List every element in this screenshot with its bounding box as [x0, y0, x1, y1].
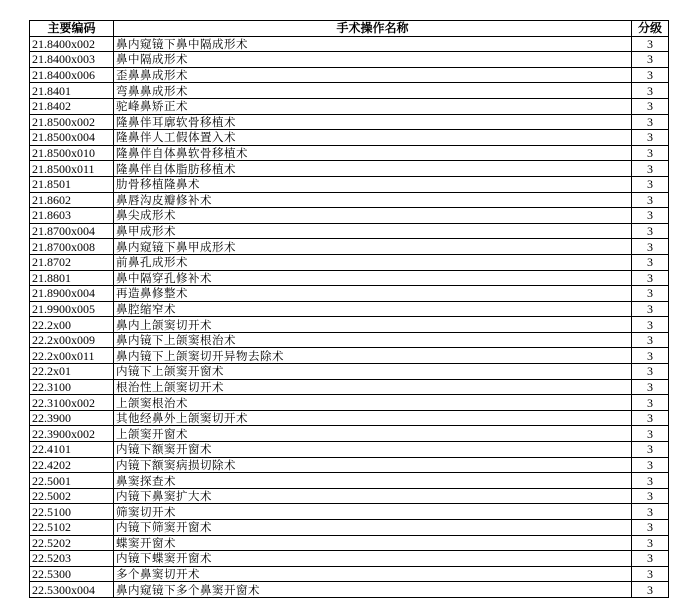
level-cell: 3 [632, 36, 669, 52]
code-cell: 21.8700x004 [30, 223, 114, 239]
code-cell: 21.8400x006 [30, 67, 114, 83]
procedure-table [29, 20, 669, 598]
procedure-name-cell: 蝶窦开窗术 [114, 535, 632, 551]
code-cell: 21.8602 [30, 192, 114, 208]
level-cell: 3 [632, 520, 669, 536]
level-cell: 3 [632, 145, 669, 161]
level-cell: 3 [632, 52, 669, 68]
table-row [30, 582, 669, 598]
procedure-name-cell: 内镜下蝶窦开窗术 [114, 551, 632, 567]
table-row [30, 161, 669, 177]
code-cell: 22.2x00x009 [30, 332, 114, 348]
code-cell: 21.8801 [30, 270, 114, 286]
table-row [30, 239, 669, 255]
code-cell: 22.5203 [30, 551, 114, 567]
code-cell: 21.8500x002 [30, 114, 114, 130]
level-cell: 3 [632, 317, 669, 333]
table-row [30, 520, 669, 536]
code-cell: 21.8700x008 [30, 239, 114, 255]
procedure-name-cell: 上颌窦开窗术 [114, 426, 632, 442]
code-cell: 21.8900x004 [30, 286, 114, 302]
table-row [30, 332, 669, 348]
table-row [30, 36, 669, 52]
procedure-name-cell: 鼻内窥镜下鼻甲成形术 [114, 239, 632, 255]
procedure-name-cell: 歪鼻鼻成形术 [114, 67, 632, 83]
level-cell: 3 [632, 332, 669, 348]
procedure-name-cell: 鼻中隔成形术 [114, 52, 632, 68]
table-row [30, 379, 669, 395]
level-cell: 3 [632, 239, 669, 255]
code-cell: 22.5300 [30, 566, 114, 582]
procedure-name-cell: 内镜下额窦开窗术 [114, 442, 632, 458]
level-cell: 3 [632, 161, 669, 177]
code-cell: 22.4101 [30, 442, 114, 458]
procedure-name-cell: 鼻窦探查术 [114, 473, 632, 489]
code-cell: 22.4202 [30, 457, 114, 473]
table-row [30, 395, 669, 411]
table-row [30, 286, 669, 302]
procedure-name-cell: 隆鼻伴人工假体置入术 [114, 130, 632, 146]
level-cell: 3 [632, 535, 669, 551]
table-row [30, 130, 669, 146]
procedure-name-cell: 内镜下筛窦开窗术 [114, 520, 632, 536]
procedure-name-cell: 鼻内窥镜下多个鼻窦开窗术 [114, 582, 632, 598]
procedure-name-cell: 隆鼻伴自体脂肪移植术 [114, 161, 632, 177]
code-cell: 21.8603 [30, 208, 114, 224]
table-row [30, 410, 669, 426]
procedure-name-cell: 鼻唇沟皮瓣修补术 [114, 192, 632, 208]
procedure-name-cell: 前鼻孔成形术 [114, 254, 632, 270]
procedure-name-cell: 内镜下额窦病损切除术 [114, 457, 632, 473]
table-row [30, 317, 669, 333]
level-cell: 3 [632, 426, 669, 442]
table-row [30, 426, 669, 442]
header-code: 主要编码 [30, 21, 114, 37]
code-cell: 22.3900 [30, 410, 114, 426]
level-cell: 3 [632, 504, 669, 520]
table-row [30, 488, 669, 504]
procedure-name-cell: 上颌窦根治术 [114, 395, 632, 411]
procedure-name-cell: 筛窦切开术 [114, 504, 632, 520]
code-cell: 22.2x00x011 [30, 348, 114, 364]
code-cell: 22.5300x004 [30, 582, 114, 598]
table-row [30, 364, 669, 380]
table-row [30, 52, 669, 68]
code-cell: 22.3100 [30, 379, 114, 395]
code-cell: 22.2x00 [30, 317, 114, 333]
procedure-name-cell: 隆鼻伴自体鼻软骨移植术 [114, 145, 632, 161]
level-cell: 3 [632, 67, 669, 83]
code-cell: 21.8401 [30, 83, 114, 99]
procedure-name-cell: 鼻内镜下上颌窦切开异物去除术 [114, 348, 632, 364]
level-cell: 3 [632, 473, 669, 489]
procedure-name-cell: 鼻内镜下上颌窦根治术 [114, 332, 632, 348]
code-cell: 21.8500x004 [30, 130, 114, 146]
procedure-name-cell: 内镜下上颌窦开窗术 [114, 364, 632, 380]
table-row [30, 83, 669, 99]
code-cell: 21.8400x003 [30, 52, 114, 68]
code-cell: 21.8402 [30, 98, 114, 114]
procedure-name-cell: 鼻内窥镜下鼻中隔成形术 [114, 36, 632, 52]
level-cell: 3 [632, 176, 669, 192]
code-cell: 22.3900x002 [30, 426, 114, 442]
level-cell: 3 [632, 457, 669, 473]
table-row [30, 254, 669, 270]
level-cell: 3 [632, 551, 669, 567]
procedure-name-cell: 多个鼻窦切开术 [114, 566, 632, 582]
table-row [30, 348, 669, 364]
table-row [30, 457, 669, 473]
level-cell: 3 [632, 379, 669, 395]
level-cell: 3 [632, 442, 669, 458]
level-cell: 3 [632, 208, 669, 224]
header-procedure-name: 手术操作名称 [114, 21, 632, 37]
table-row [30, 223, 669, 239]
code-cell: 22.5202 [30, 535, 114, 551]
table-row [30, 270, 669, 286]
table-row [30, 192, 669, 208]
level-cell: 3 [632, 223, 669, 239]
procedure-name-cell: 鼻尖成形术 [114, 208, 632, 224]
level-cell: 3 [632, 410, 669, 426]
table-header-row [30, 21, 669, 37]
code-cell: 22.5102 [30, 520, 114, 536]
table-row [30, 442, 669, 458]
code-cell: 21.8702 [30, 254, 114, 270]
level-cell: 3 [632, 254, 669, 270]
code-cell: 22.3100x002 [30, 395, 114, 411]
procedure-name-cell: 隆鼻伴耳廓软骨移植术 [114, 114, 632, 130]
procedure-name-cell: 肋骨移植隆鼻术 [114, 176, 632, 192]
procedure-name-cell: 鼻中隔穿孔修补术 [114, 270, 632, 286]
table-row [30, 551, 669, 567]
header-level: 分级 [632, 21, 669, 37]
procedure-name-cell: 内镜下鼻窦扩大术 [114, 488, 632, 504]
procedure-name-cell: 鼻内上颌窦切开术 [114, 317, 632, 333]
procedure-name-cell: 再造鼻修整术 [114, 286, 632, 302]
table-row [30, 473, 669, 489]
table-row [30, 98, 669, 114]
procedure-name-cell: 鼻甲成形术 [114, 223, 632, 239]
level-cell: 3 [632, 582, 669, 598]
procedure-name-cell: 弯鼻鼻成形术 [114, 83, 632, 99]
code-cell: 21.9900x005 [30, 301, 114, 317]
code-cell: 21.8501 [30, 176, 114, 192]
level-cell: 3 [632, 83, 669, 99]
level-cell: 3 [632, 286, 669, 302]
level-cell: 3 [632, 395, 669, 411]
table-row [30, 535, 669, 551]
table-row [30, 208, 669, 224]
level-cell: 3 [632, 192, 669, 208]
level-cell: 3 [632, 98, 669, 114]
procedure-name-cell: 根治性上颌窦切开术 [114, 379, 632, 395]
level-cell: 3 [632, 114, 669, 130]
code-cell: 21.8500x011 [30, 161, 114, 177]
table-row [30, 114, 669, 130]
level-cell: 3 [632, 488, 669, 504]
procedure-table-container [29, 20, 669, 598]
procedure-name-cell: 其他经鼻外上颌窦切开术 [114, 410, 632, 426]
level-cell: 3 [632, 348, 669, 364]
table-row [30, 176, 669, 192]
level-cell: 3 [632, 301, 669, 317]
level-cell: 3 [632, 130, 669, 146]
code-cell: 21.8400x002 [30, 36, 114, 52]
table-row [30, 145, 669, 161]
table-row [30, 504, 669, 520]
procedure-name-cell: 鼻腔缩窄术 [114, 301, 632, 317]
code-cell: 22.5001 [30, 473, 114, 489]
table-row [30, 566, 669, 582]
code-cell: 21.8500x010 [30, 145, 114, 161]
level-cell: 3 [632, 566, 669, 582]
table-row [30, 67, 669, 83]
code-cell: 22.5100 [30, 504, 114, 520]
level-cell: 3 [632, 270, 669, 286]
level-cell: 3 [632, 364, 669, 380]
code-cell: 22.5002 [30, 488, 114, 504]
procedure-name-cell: 驼峰鼻矫正术 [114, 98, 632, 114]
code-cell: 22.2x01 [30, 364, 114, 380]
table-row [30, 301, 669, 317]
